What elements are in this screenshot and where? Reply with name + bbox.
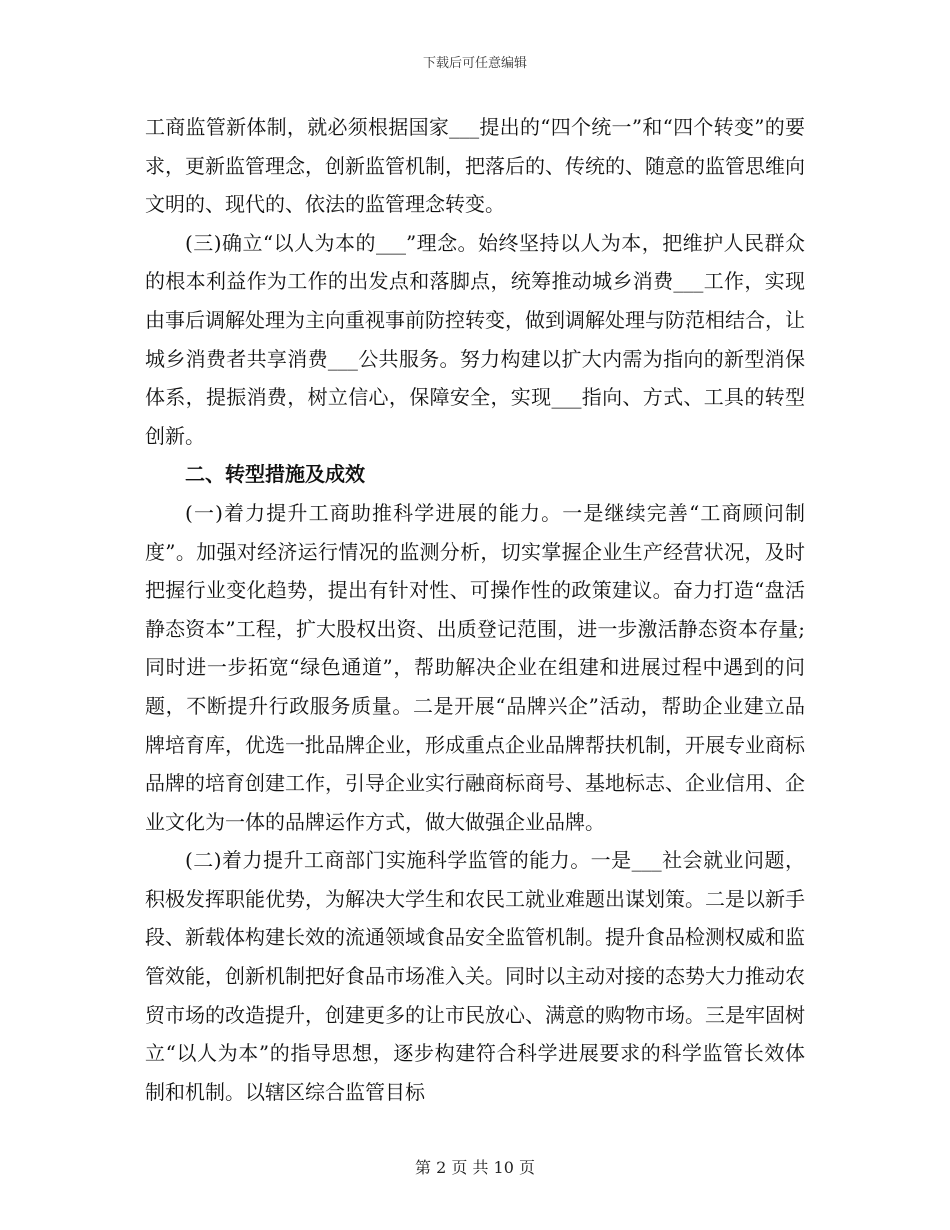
section-heading: 二、转型措施及成效 <box>185 462 365 487</box>
page-footer: 第 2 页 共 10 页 <box>415 1158 535 1177</box>
paragraph-2: (三)确立“以人为本的___”理念。始终坚持以人为本，把维护人民群众的根本利益作为工作的出发点和落脚点，统筹推动城乡消费___工作，实现由事后调解处理为主向重视事前防控转变，做到调解处理与防范相结合，让城乡消费者共享消费___公共服务。努力构建以扩大内需为指向的新型消保体系，提振消费，树立信心，保障安全，实现___指向、方式、工具的转型创新。 <box>145 230 805 448</box>
paragraph-3: (一)着力提升工商助推科学进展的能力。一是继续完善“工商顾问制度”。加强对经济运行情况的监测分析，切实掌握企业生产经营状况，及时把握行业变化趋势，提出有针对性、可操作性的政策建议。奋力打造“盘活静态资本”工程，扩大股权出资、出质登记范围，进一步激活静态资本存量;同时进一步拓宽“绿色通道”，帮助解决企业在组建和进展过程中遇到的问题，不断提升行政服务质量。二是开展“品牌兴企”活动，帮助企业建立品牌培育库，优选一批品牌企业，形成重点企业品牌帮扶机制，开展专业商标品牌的培育创建工作，引导企业实行融商标商号、基地标志、企业信用、企业文化为一体的品牌运作方式，做大做强企业品牌。 <box>145 500 805 834</box>
paragraph-4: (二)着力提升工商部门实施科学监管的能力。一是___社会就业问题，积极发挥职能优势，为解决大学生和农民工就业难题出谋划策。二是以新手段、新载体构建长效的流通领域食品安全监管机制。提升食品检测权威和监管效能，创新机制把好食品市场准入关。同时以主动对接的态势大力推动农贸市场的改造提升，创建更多的让市民放心、满意的购物市场。三是牢固树立“以人为本”的指导思想，逐步构建符合科学进展要求的科学监管长效体制和机制。以辖区综合监管目标 <box>145 848 805 1104</box>
document-body <box>145 108 805 1111</box>
page-header: 下载后可任意编辑 <box>422 56 527 71</box>
paragraph-1: 工商监管新体制，就必须根据国家___提出的“四个统一”和“四个转变”的要求，更新监管理念，创新监管机制，把落后的、传统的、随意的监管思维向文明的、现代的、依法的监管理念转变。 <box>145 115 805 217</box>
